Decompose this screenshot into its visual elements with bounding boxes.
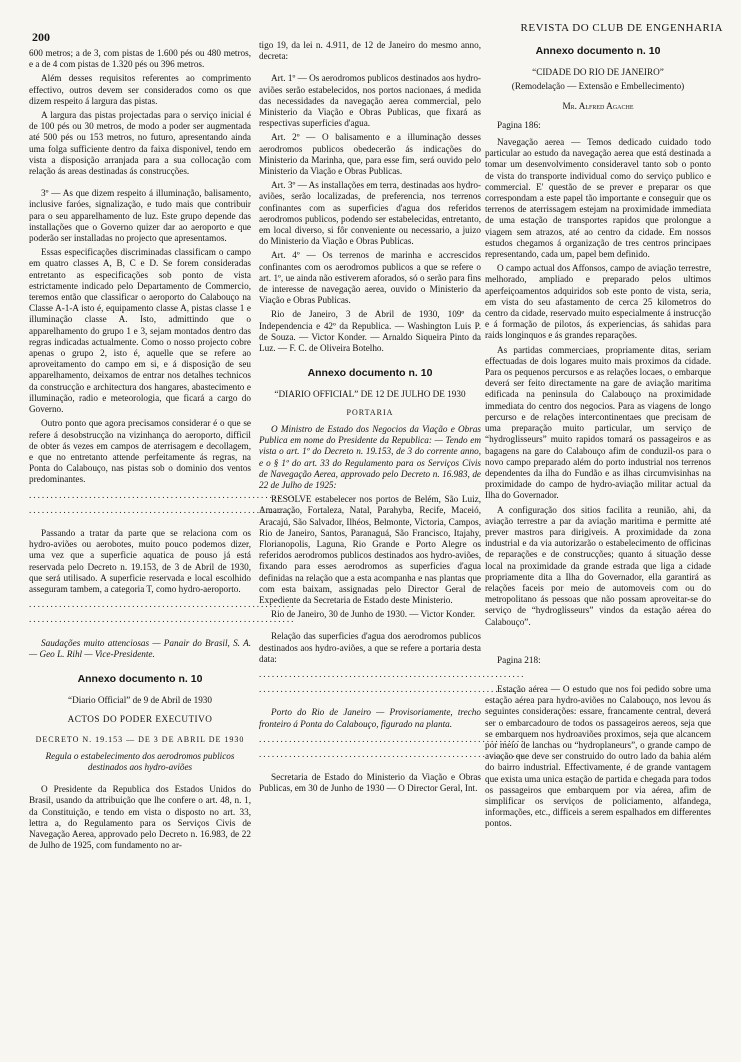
paragraph: O campo actual dos Affonsos, campo de aviação terrestre, melhorado, ampliado e preparado pelos ultimos aperfeiçoamentos adquiridos sob este ponto de vista, seria, em vista do seu afastamento de cerca 25 kilometros do centro da cidade, reservado muito especialmente á instrucção e á formação de pilotos, ás experiencias, ás sahidas para raids longinquos e ás grandes reparações. bbox=[485, 263, 711, 341]
annex-heading: Annexo documento n. 10 bbox=[77, 672, 203, 685]
paragraph: Além desses requisitos referentes ao comprimento effectivo, outros devem ser considerados como os que dizem respeito á largura das pistas. bbox=[29, 73, 251, 106]
paragraph: Relação das superficies d'agua dos aerodromos publicos destinados aos hydro-aviões, a que se refere a portaria desta data: bbox=[259, 631, 481, 664]
paragraph: tigo 19, da lei n. 4.911, de 12 de Janeiro do mesmo anno, decreta: bbox=[259, 40, 481, 62]
column-left bbox=[29, 48, 296, 854]
article-4: Art. 4º — Os terrenos de marinha e accrescidos confinantes com os aerodromos publicos a que se refere o art. 1º, ue ainda não estiverem aforados, só o serão para fins de interesse de navegação aerea, ouvido o Ministerio da Viação e Obras Publicas. bbox=[259, 250, 481, 306]
diario-line: “Diario Official” de 9 de Abril de 1930 bbox=[68, 695, 212, 706]
closing-signature: Saudações muito attenciosas — Panair do Brasil, S. A. — Geo L. Rihl — Vice-Presidente. bbox=[29, 637, 251, 659]
paragraph: O Presidente da Republica dos Estados Unidos do Brasil, usando da attribuição que lhe confere o art. 48, n. 1, da Constituição, e tendo em vista o disposto no art. 33, lettra a, do Regulamento para os Serviços Civis de Navegação Aerea, approvado pelo Decreto n. 16.983, de 22 de Julho de 1925, com fundamento no ar- bbox=[29, 784, 251, 851]
ellipsis-divider: .............................................................. bbox=[29, 489, 296, 500]
column-right bbox=[485, 40, 711, 833]
paragraph: A configuração dos sitios facilita a reunião, ahi, da aviação terrestre a par da aviação maritima e permitte até prever mastros para dirigiveis. A proximidade da zona industrial e da via autorizarão o estabelecimento de officinas de reparações e de construcções; quanto á situação desse local na proximidade da grande estrada que liga a cidade propriamente dita a Ilha do Governador, ella garantirá as relações faceis por meio de automoveis com ou do metropolitano ás pessoas que não possam aproveitar-se do serviço de “hydroglisseurs” vindos da estação aérea do Calabouço”. bbox=[485, 504, 711, 627]
ellipsis-divider: .............................................................. bbox=[29, 504, 296, 515]
annex-heading: Annexo documento n. 10 bbox=[307, 367, 433, 380]
paragraph: As partidas commerciaes, propriamente ditas, seriam effectuadas de dois logares muito mais proximos da cidade. Para os pequenos percursos e as relações locaes, o embarque deverá ser feito directamente na gare de aviação maritima edificada na peninsula do Calabouço na proximidade immediata do centro dos negocios. Para as viagens de longo percurso e de relações intercontinentaes que precisam de uma preparação muito particular, um serviço de “hydroglisseurs” muito rapidos tomará os passageiros e as bagagens na gare do Calabouço afim de conduzil-os para o novo campo preparado além do porto industrial nos terrenos dependentes da ilha do Fundão e as ilhas circumvisinhas na proximidade do campo de hydro-aviação militar actual da Ilha do Governador. bbox=[485, 344, 711, 501]
signatures: Rio de Janeiro, 3 de Abril de 1930, 109º da Independencia e 42º da Republica. — Washington Luis P. de Souza. — Victor Konder. — Arnaldo Siqueira Pinto da Luz. — F. C. de Oliveira Botelho. bbox=[259, 309, 481, 354]
ellipsis-divider: .............................................................. bbox=[29, 599, 296, 610]
paragraph: 600 metros; a de 3, com pistas de 1.600 pés ou 480 metros, e a de 4 com pistas de 1.320 pés ou 396 metros. bbox=[29, 48, 251, 70]
cidade-title: “CIDADE DO RIO DE JANEIRO” bbox=[532, 67, 664, 78]
diario-line: “DIARIO OFFICIAL” DE 12 DE JULHO DE 1930 bbox=[274, 389, 466, 400]
page-ref: Pagina 186: bbox=[497, 119, 541, 130]
author: Mr. Alfred Agache bbox=[562, 100, 634, 111]
article-1: Art. 1º — Os aerodromos publicos destinados aos hydro-aviões serão estabelecidos, nos portos nacionaes, á medida das necessidades da navegação aerea commercial, pelo Ministerio da Viação e Obras Publicas, que fixará as respectivas superficies d'agua. bbox=[259, 73, 481, 129]
paragraph: O Ministro de Estado dos Negocios da Viação e Obras Publica em nome do Presidente da Republica: — Tendo em vista o art. 1º do Decreto n. 19.153, de 3 do corrente anno, e o § 1º do art. 33 do Regulamento para os Serviços Civis de Navegação Aerea, approvado pelo Decreto n. 16.983, de 22 de Julho de 1925: bbox=[259, 423, 481, 490]
decreto-heading: DECRETO N. 19.153 — DE 3 DE ABRIL DE 1930 bbox=[35, 734, 245, 744]
ellipsis-divider: .............................................................. bbox=[259, 668, 526, 679]
paragraph: Secretaria de Estado do Ministerio da Viação e Obras Publicas, em 30 de Junho de 1930 — O Director Geral, Int. bbox=[259, 772, 481, 794]
paragraph: 3º — As que dizem respeito á illuminação, balisamento, inclusive faróes, signalização, e tudo mais que contribuir para o seu apparelhamento de luz. Este grupo depende das installações que o Governo quizer dar ao aeroporto e que poderão ser installadas no projecto que apresentamos. bbox=[29, 188, 251, 244]
paragraph: Passando a tratar da parte que se relaciona com os hydro-aviões ou aerobotes, muito pouco podemos dizer, uma vez que a superficie aquatica de pouso já está reservada pelo Decreto n. 19.153, de 3 de Abril de 1930, que será utilisado. A superficie reservada e local escolhido asseguram tambem, a categoria T, como hydro-aeroporto. bbox=[29, 527, 251, 594]
running-head: REVISTA DO CLUB DE ENGENHARIA bbox=[520, 22, 723, 34]
decreto-summary: Regula o estabelecimento dos aerodromos publicos destinados aos hydro-aviões bbox=[45, 750, 235, 772]
paragraph: Outro ponto que agora precisamos considerar é o que se refere á desobstrucção na vizinhança do aeroporto, difficil de obter ás vezes em campos de aterrisagem e decollagem, e que no entretanto attende perfeitamente ás regras, na Ponta do Calabouço, nas pistas sob o dominio dos ventos predominantes. bbox=[29, 418, 251, 485]
ellipsis-divider: .............................................................. bbox=[29, 614, 296, 625]
subtitle: (Remodelação — Extensão e Embellecimento) bbox=[511, 81, 685, 92]
paragraph: A largura das pistas projectadas para o serviço inicial é de 100 pés ou 30 metros, de modo a poder ser augmentada até 500 pés ou 153 metros, no futuro, apresentando ainda uma folga sufficiente dentro da faixa disponivel, tendo em vista a disposição arranjada para a sua collocação com relação ás areas destinadas ás construcções. bbox=[29, 110, 251, 177]
paragraph: Porto do Rio de Janeiro — Provisoriamente, trecho fronteiro á Ponta do Calabouço, figurado na planta. bbox=[259, 707, 481, 729]
ellipsis-divider: .............................................................. bbox=[259, 684, 526, 695]
paragraph: Navegação aerea — Temos dedicado cuidado todo particular ao estudo da navegação aerea que está destinada a tomar um desenvolvimento consideravel tanto sob o ponto de vista do transporte individual como do serviço publico e commercial. E' questão de se prever e preparar os que correspondam a este papel tão importante e conseguir que os terrenos de aterrissagem estejam na proximidade immediata de uma estação de transportes rapidos que prolongue a viagem sem atrazos, até ao centro da cidade. Em nossos estudos chegamos á organização de tres centros principaes representando, cada um, papel bem definido. bbox=[485, 137, 711, 260]
ellipsis-divider: .............................................................. bbox=[259, 733, 526, 744]
article-2: Art. 2º — O balisamento e a illuminação desses aerodromos publicos obedecerão ás indicações do Ministerio da Marinha, que, para esse fim, será ouvido pelo Ministerio da Viação e Obras Publicas. bbox=[259, 132, 481, 177]
actos-heading: ACTOS DO PODER EXECUTIVO bbox=[67, 714, 213, 725]
portaria-heading: PORTARIA bbox=[346, 407, 394, 417]
ellipsis-divider: .............................................................. bbox=[259, 748, 526, 759]
paragraph: RESOLVE estabelecer nos portos de Belém, São Luiz, Amarração, Fortaleza, Natal, Parahyba, Recife, Maceió, Aracajú, São Salvador, Ilhéos, Belmonte, Victoria, Campos, Rio de Janeiro, Santos, Paranaguá, São Francisco, Itajahy, Florianopolis, Laguna, Rio Grande e Porto Alegre os referidos aerodromos publicos destinados aos hydro-aviões, fixando para esses aerodromos as superficies d'agua definidas na relação que a esta acompanha e nas plantas que com esta baixam, assignadas pelo Director Geral de Expediente da Secretaria de Estado deste Ministerio. bbox=[259, 494, 481, 605]
paragraph: Estação aérea — O estudo que nos foi pedido sobre uma estação aérea para hydro-aviões no Calabouço, nos levou ás seguintes considerações: essare, francamente central, deverá ser o embarcadouro de todos os passageiros aereos, seja que se embarquem nos hydroaviões proximos, seja que alcancem por meio de lanchas ou “hydroplaneurs”, o grande campo de aviação que deve ser construido do outro lado da bahia além do bairro industrial. Effectivamente, é de grande vantagem que exista uma unica estação de partida e chegada para todos os passageiros que embarquem por via aérea, afim de simplificar os serviços de policiamento, alfandega, informações, etc., difficeis a serem espalhados em differentes pontos. bbox=[485, 683, 711, 829]
page-number: 200 bbox=[32, 30, 50, 44]
annex-heading: Annexo documento n. 10 bbox=[535, 45, 661, 57]
paragraph: Essas especificações discriminadas classificam o campo em quatro classes A, B, C e D. Se forem consideradas entretanto as especificações sob ponto de vista estrictamente indicado pelo Departamento de Commercio, teremos então que classificar o aeroporto do Calabouço na Classe A-1-A isto é, equipamento classe A, pistas classe 1 e illuminação classe A. Isto, admittindo que o apparelhamento do grupo 1 e 3, sejam montados dentro das regras indicadas actualmente. Como o nosso projecto cobre apenas o grupo 2, isto é, aquelle que se refere ao aproveitamento do campo em si, e á disposição de seu apparelhamento, deixamos de entrar nos detalhes technicos da construcção e architectura dos hangares, abastecimento e illuminação, radio e meteorologia, que ficará a cargo do Governo. bbox=[29, 247, 251, 415]
paragraph: Rio de Janeiro, 30 de Junho de 1930. — Victor Konder. bbox=[271, 609, 476, 620]
article-3: Art. 3º — As installações em terra, destinadas aos hydro-aviões, serão localizadas, de preferencia, nos terrenos confinantes com as superficies d'agua dos referidos aerodromos publicos, podendo ser estabelecidas, entretanto, em local diverso, si fôr conveniente ou necessario, a juizo do Ministerio da Viação e Obras Publicas. bbox=[259, 180, 481, 247]
page-ref: Pagina 218: bbox=[497, 654, 541, 665]
